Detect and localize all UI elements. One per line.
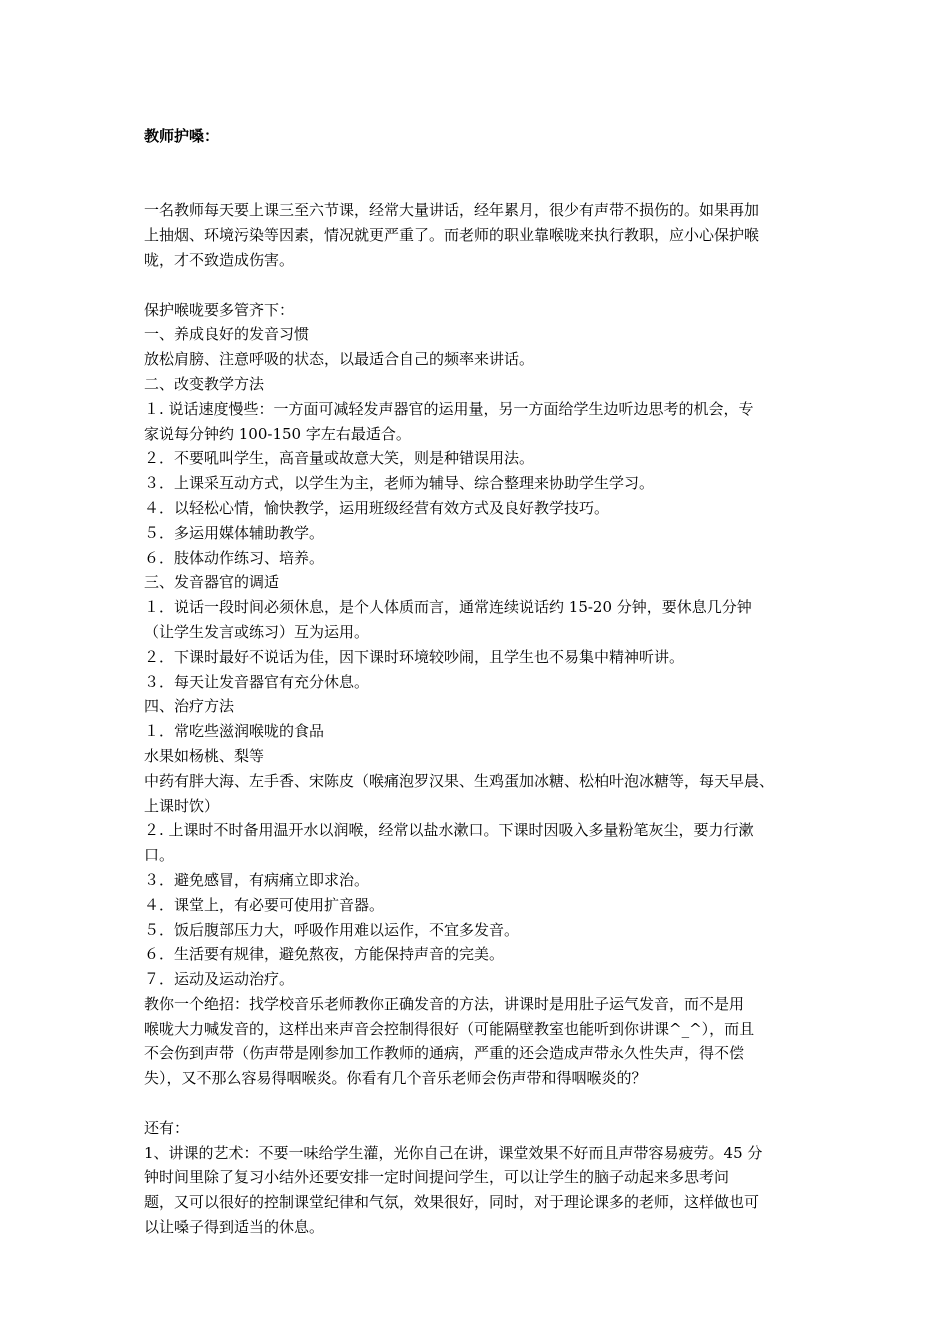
text-line: 1、讲课的艺术：不要一味给学生灌，光你自己在讲，课堂效果不好而且声带容易疲劳。45 分 — [144, 1143, 763, 1162]
section-heading: 三、发音器官的调适 — [144, 573, 280, 592]
intro-paragraph — [144, 198, 810, 272]
list-item: ５．多运用媒体辅助教学。 — [144, 523, 325, 542]
list-item: ７．运动及运动治疗。 — [144, 970, 295, 989]
list-item: ２. 上课时不时备用温开水以润喉，经常以盐水漱口。下课时因吸入多量粉笔灰尘，要力行漱 — [144, 821, 754, 840]
list-item: ５．饭后腹部压力大，呼吸作用难以运作，不宜多发音。 — [144, 920, 520, 939]
blank-line — [144, 149, 810, 174]
list-item: １．常吃些滋润喉咙的食品 — [144, 722, 325, 741]
list-item-continuation: 家说每分钟约 100-150 字左右最适合。 — [144, 424, 411, 443]
blank-line — [144, 174, 810, 199]
list-item-continuation: （让学生发言或练习）互为运用。 — [144, 622, 370, 641]
list-item: １．说话一段时间必须休息，是个人体质而言，通常连续说话约 15-20 分钟，要休息几分钟 — [144, 598, 752, 617]
section-heading: 保护喉咙要多管齐下： — [144, 300, 295, 319]
list-item-continuation: 口。 — [144, 846, 175, 865]
list-item: ６．肢体动作练习、培养。 — [144, 548, 325, 567]
document-page — [144, 124, 810, 1240]
text-line: 喉咙大力喊发音的，这样出来声音会控制得很好（可能隔壁教室也能听到你讲课^_^），而且 — [144, 1019, 755, 1038]
text-line: 上课时饮） — [144, 796, 220, 815]
section-heading: 一、养成良好的发音习惯 — [144, 325, 310, 344]
text-line: 上抽烟、环境污染等因素，情况就更严重了。而老师的职业靠喉咙来执行教职，应小心保护喉 — [144, 226, 760, 245]
section-heading: 四、治疗方法 — [144, 697, 235, 716]
text-line: 不会伤到声带（伤声带是刚参加工作教师的通病，严重的还会造成声带永久性失声，得不偿 — [144, 1044, 745, 1063]
blank-line — [144, 1091, 810, 1116]
text-line: 题，又可以很好的控制课堂纪律和气氛，效果很好，同时，对于理论课多的老师，这样做也可 — [144, 1193, 760, 1212]
text-line: 水果如杨桃、梨等 — [144, 746, 265, 765]
list-item: ３．上课采互动方式，以学生为主，老师为辅导、综合整理来协助学生学习。 — [144, 474, 655, 493]
section-heading: 还有： — [144, 1118, 190, 1137]
list-item: ６．生活要有规律，避免熬夜，方能保持声音的完美。 — [144, 945, 505, 964]
list-item: ４．以轻松心情，愉快教学，运用班级经营有效方式及良好教学技巧。 — [144, 498, 610, 517]
text-line: 钟时间里除了复习小结外还要安排一定时间提问学生，可以让学生的脑子动起来多思考问 — [144, 1168, 730, 1187]
list-item: ３．避免感冒，有病痛立即求治。 — [144, 870, 370, 889]
section-heading: 二、改变教学方法 — [144, 374, 265, 393]
text-line: 中药有胖大海、左手香、宋陈皮（喉痛泡罗汉果、生鸡蛋加冰糖、松柏叶泡冰糖等，每天早晨、 — [144, 771, 775, 790]
list-item: ３．每天让发音器官有充分休息。 — [144, 672, 370, 691]
text-line: 失），又不那么容易得咽喉炎。你看有几个音乐老师会伤声带和得咽喉炎的？ — [144, 1069, 647, 1088]
list-item: ２．下课时最好不说话为佳，因下课时环境较吵闹，且学生也不易集中精神听讲。 — [144, 647, 685, 666]
more-section — [144, 1116, 810, 1240]
text-line: 放松肩膀、注意呼吸的状态，以最适合自己的频率来讲话。 — [144, 350, 535, 369]
blank-line — [144, 273, 810, 298]
text-line: 以让嗓子得到适当的休息。 — [144, 1218, 325, 1237]
list-item: ２．不要吼叫学生，高音量或故意大笑，则是种错误用法。 — [144, 449, 535, 468]
text-line: 教你一个绝招：找学校音乐老师教你正确发音的方法，讲课时是用肚子运气发音，而不是用 — [144, 994, 745, 1013]
text-line: 一名教师每天要上课三至六节课，经常大量讲话，经年累月，很少有声带不损伤的。如果再加 — [144, 201, 760, 220]
text-line: 咙，才不致造成伤害。 — [144, 250, 295, 269]
body-section — [144, 298, 810, 1092]
document-title: 教师护嗓： — [144, 127, 220, 145]
list-item: １. 说话速度慢些：一方面可减轻发声器官的运用量，另一方面给学生边听边思考的机会，专 — [144, 399, 754, 418]
list-item: ４．课堂上，有必要可使用扩音器。 — [144, 895, 385, 914]
